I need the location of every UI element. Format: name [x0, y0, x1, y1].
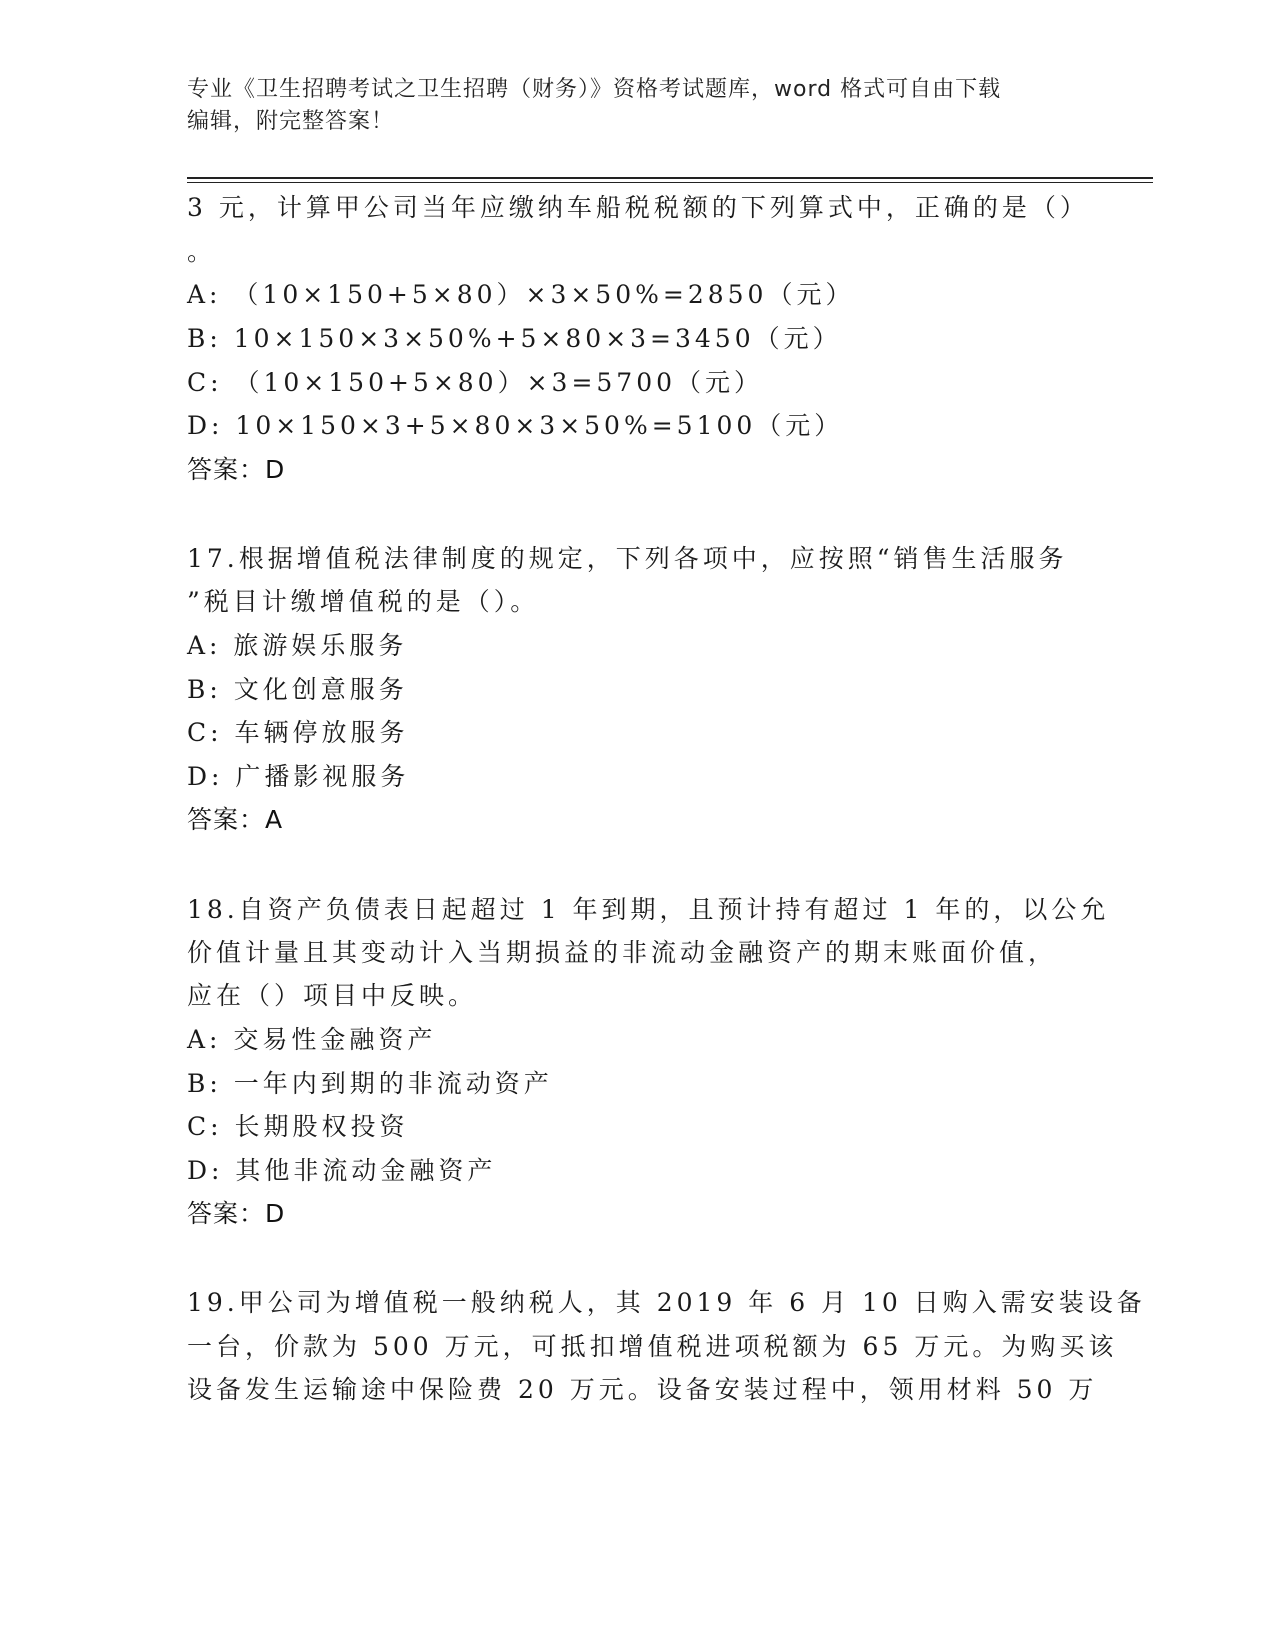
- q17-stem-line-1: 17.根据增值税法律制度的规定，下列各项中，应按照“销售生活服务: [187, 544, 1068, 573]
- q16-option-a: A: （10×150+5×80）×3×50%=2850（元）: [187, 280, 855, 309]
- q18-option-a: A: 交易性金融资产: [187, 1025, 437, 1054]
- q16-answer: 答案：D: [187, 455, 286, 484]
- header-divider-thin: [187, 182, 1153, 183]
- header-line-2: 编辑，附完整答案！: [187, 109, 395, 134]
- q18-answer: 答案：D: [187, 1199, 286, 1228]
- q18-option-b: B: 一年内到期的非流动资产: [187, 1069, 553, 1098]
- q16-option-d: D: 10×150×3+5×80×3×50%=5100（元）: [187, 411, 844, 440]
- q18-stem-line-3: 应在（）项目中反映。: [187, 981, 478, 1010]
- q17-answer: 答案：A: [187, 805, 284, 834]
- q17-option-a: A: 旅游娱乐服务: [187, 631, 408, 660]
- q16-stem-line-1: 3 元，计算甲公司当年应缴纳车船税税额的下列算式中，正确的是（）: [187, 193, 1089, 222]
- q19-stem-line-3: 设备发生运输途中保险费 20 万元。设备安装过程中，领用材料 50 万: [187, 1375, 1098, 1404]
- header-line-1: 专业《卫生招聘考试之卫生招聘（财务）》资格考试题库，word 格式可自由下载: [187, 77, 1002, 102]
- page-header: [187, 74, 1087, 138]
- q16-option-b: B: 10×150×3×50%+5×80×3=3450（元）: [187, 324, 842, 353]
- q18-option-c: C: 长期股权投资: [187, 1112, 409, 1141]
- q18-stem-line-1: 18.自资产负债表日起超过 1 年到期，且预计持有超过 1 年的，以公允: [187, 895, 1110, 924]
- q17-option-c: C: 车辆停放服务: [187, 718, 409, 747]
- q16-stem-line-2: 。: [187, 237, 217, 266]
- q18-stem-line-2: 价值计量且其变动计入当期损益的非流动金融资产的期末账面价值，: [187, 938, 1058, 967]
- q17-option-d: D: 广播影视服务: [187, 762, 410, 791]
- q17-option-b: B: 文化创意服务: [187, 675, 408, 704]
- q19-stem-line-1: 19.甲公司为增值税一般纳税人，其 2019 年 6 月 10 日购入需安装设备: [187, 1288, 1146, 1317]
- q19-stem-line-2: 一台，价款为 500 万元，可抵扣增值税进项税额为 65 万元。为购买该: [187, 1332, 1118, 1361]
- header-divider-thick: [187, 177, 1153, 179]
- q16-option-c: C: （10×150+5×80）×3=5700（元）: [187, 368, 764, 397]
- q18-option-d: D: 其他非流动金融资产: [187, 1156, 497, 1185]
- q17-stem-line-2: ”税目计缴增值税的是（）。: [187, 587, 540, 616]
